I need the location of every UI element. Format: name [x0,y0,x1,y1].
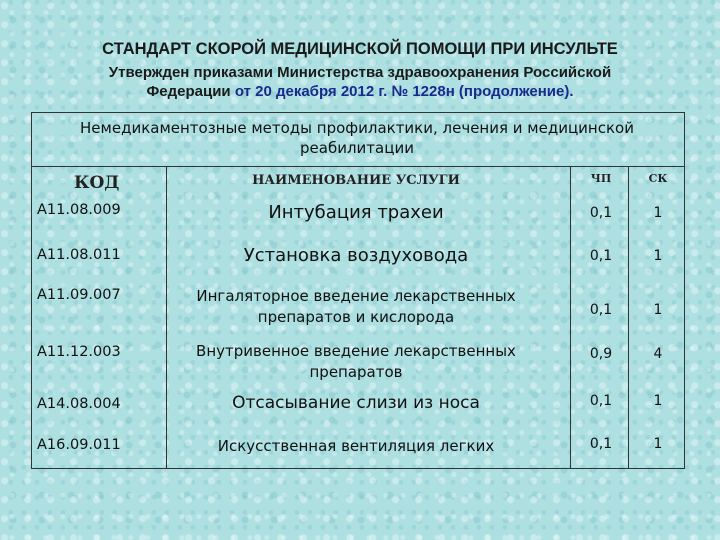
table-row-chp: 0,1 [589,302,613,318]
table-row-code: A11.08.009 [37,202,121,218]
table-row-name: Интубация трахеи [268,202,444,223]
column-header-chp: ЧП [590,172,612,185]
subtitle-line-2-a: Федерации [146,83,235,100]
divider [628,166,629,468]
table-row-chp: 0,1 [589,248,613,264]
column-header-code: КОД [74,173,120,193]
table-row-sk: 1 [653,205,663,221]
table-row-chp: 0,1 [589,393,613,409]
table-row-chp: 0,1 [589,436,613,452]
table-row-sk: 1 [653,248,663,264]
table-row-name-line: препаратов и кислорода [257,308,455,326]
table-row-chp: 0,1 [589,205,613,221]
subtitle-line-2-b: от 20 декабря 2012 г. № 1228н (продолжение). [234,83,574,100]
table-row-code: A11.08.011 [37,247,121,263]
table-row-code: A11.12.003 [37,344,121,360]
table-row-name: Отсасывание слизи из носа [232,393,480,413]
divider [32,166,684,167]
divider [570,166,571,468]
table-row-code: A14.08.004 [37,396,121,412]
table-row-name-line: Внутривенное введение лекарственных [196,342,516,360]
page-title: СТАНДАРТ СКОРОЙ МЕДИЦИНСКОЙ ПОМОЩИ ПРИ ИНСУЛЬТЕ [102,40,618,58]
column-header-name: НАИМЕНОВАНИЕ УСЛУГИ [252,173,460,188]
table-row-code: A16.09.011 [37,437,121,453]
table-row-name: Искусственная вентиляция легких [217,437,495,455]
table-row-sk: 1 [653,393,663,409]
table-row-name-line: препаратов [309,363,403,381]
section-title-line-2: реабилитации [300,139,414,157]
table-row-chp: 0,9 [589,346,613,362]
table-row-name: Установка воздуховода [243,245,469,266]
table-row-code: A11.09.007 [37,287,121,303]
table-row-name [166,341,546,383]
column-header-sk: СК [648,172,668,185]
section-title-line-1: Немедикаментозные методы профилактики, лечения и медицинской [80,119,634,137]
table-row-name-line: Ингаляторное введение лекарственных [196,287,516,305]
subtitle-line-1: Утвержден приказами Министерства здравоохранения Российской [108,64,612,81]
table-row-name [166,286,546,328]
page-subtitle [40,63,680,101]
table-row-sk: 1 [653,436,663,452]
section-title [33,118,681,158]
table-row-sk: 4 [653,346,663,362]
table-row-sk: 1 [653,302,663,318]
